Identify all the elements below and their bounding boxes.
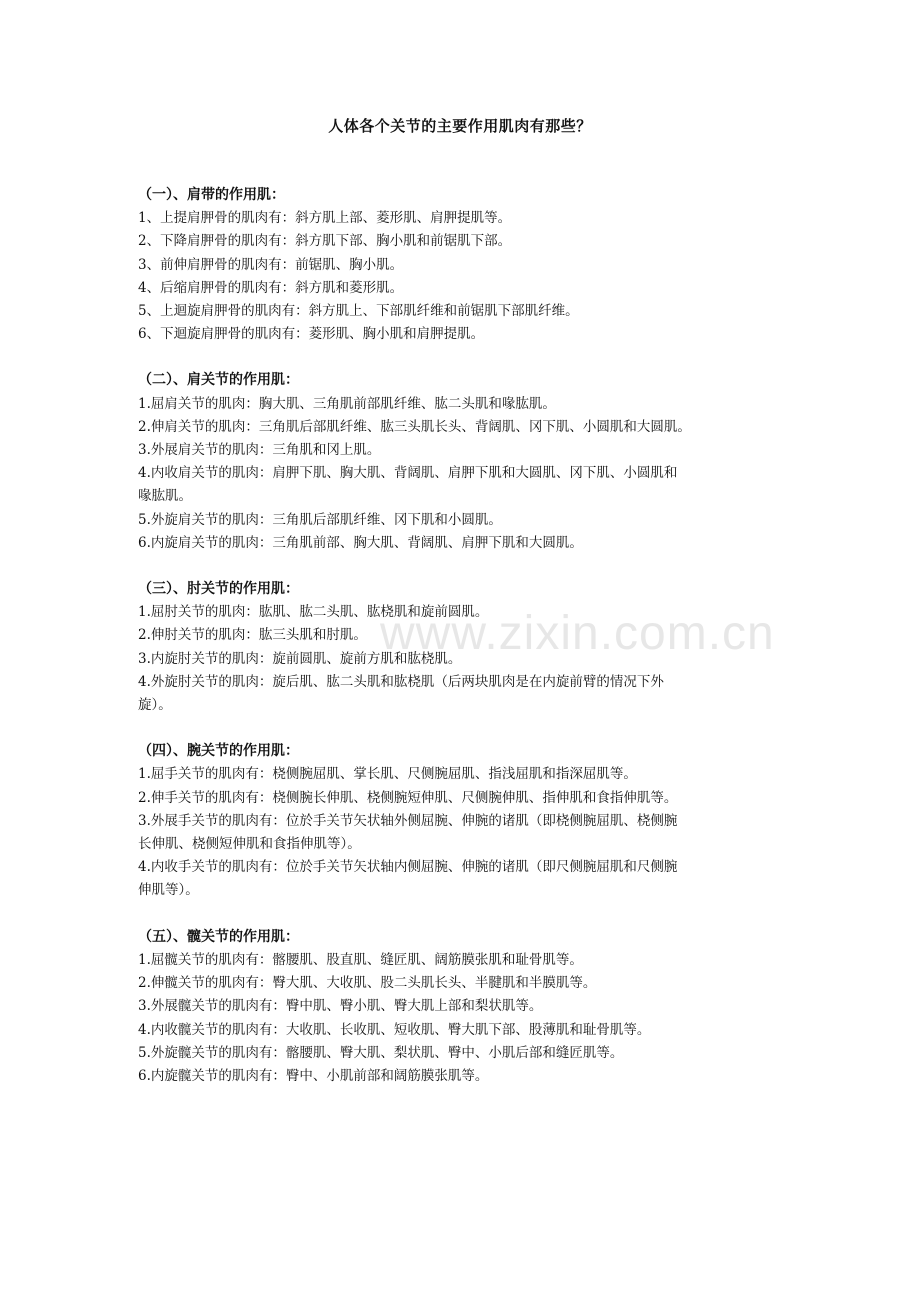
text-line: 6、下迴旋肩胛骨的肌肉有：菱形肌、胸小肌和肩胛提肌。 [138,326,485,343]
section-heading: （一）、肩带的作用肌： [138,187,285,203]
document-body [138,184,793,1111]
section-shoulder-girdle [138,184,793,346]
watermark: www.zixin.com.cn [380,607,775,660]
section-heading: （二）、肩关节的作用肌： [138,372,299,389]
text-line: 1、上提肩胛骨的肌肉有：斜方肌上部、菱形肌、肩胛提肌等。 [138,210,512,227]
text-line: 2.伸肘关节的肌肉：肱三头肌和肘肌。 [138,627,367,644]
text-line: 旋）。 [138,697,172,714]
text-line: 4.内收髋关节的肌肉有：大收肌、长收肌、短收肌、臀大肌下部、股薄肌和耻骨肌等。 [138,1021,651,1038]
text-line: 1.屈手关节的肌肉有：桡侧腕屈肌、掌长肌、尺侧腕屈肌、指浅屈肌和指深屈肌等。 [138,766,637,783]
text-line: 3.内旋肘关节的肌肉：旋前圆肌、旋前方肌和肱桡肌。 [138,650,462,667]
text-line: 5、上迴旋肩胛骨的肌肉有：斜方肌上、下部肌纤维和前锯肌下部肌纤维。 [138,303,579,320]
text-line: 6.内旋髋关节的肌肉有：臀中、小肌前部和阔筋膜张肌等。 [138,1067,489,1084]
section-heading: （四）、腕关节的作用肌： [138,743,299,760]
text-line: 4.内收肩关节的肌肉：肩胛下肌、胸大肌、背阔肌、肩胛下肌和大圆肌、冈下肌、小圆肌和 [138,465,678,482]
text-line: 3.外展髋关节的肌肉有：臀中肌、臀小肌、臀大肌上部和梨状肌等。 [138,998,543,1015]
text-line: 1.屈肩关节的肌肉：胸大肌、三角肌前部肌纤维、肱二头肌和喙肱肌。 [138,395,556,412]
text-line: 3.外展手关节的肌肉有：位於手关节矢状轴外侧屈腕、伸腕的诸肌（即桡侧腕屈肌、桡侧腕 [138,812,678,829]
text-line: 6.内旋肩关节的肌肉：三角肌前部、胸大肌、背阔肌、肩胛下肌和大圆肌。 [138,534,583,551]
text-line: 3、前伸肩胛骨的肌肉有：前锯肌、胸小肌。 [138,256,404,273]
text-line: 2.伸手关节的肌肉有：桡侧腕长伸肌、桡侧腕短伸肌、尺侧腕伸肌、指伸肌和食指伸肌等。 [138,789,678,806]
section-heading: （五）、髋关节的作用肌： [138,928,299,945]
text-line: 2.伸髋关节的肌肉有：臀大肌、大收肌、股二头肌长头、半腱肌和半膜肌等。 [138,975,597,992]
text-line: 4.外旋肘关节的肌肉：旋后肌、肱二头肌和肱桡肌（后两块肌肉是在内旋前臂的情况下外 [138,673,664,690]
text-line: 5.外旋肩关节的肌肉：三角肌后部肌纤维、冈下肌和小圆肌。 [138,511,502,528]
text-line: 4.内收手关节的肌肉有：位於手关节矢状轴内侧屈腕、伸腕的诸肌（即尺侧腕屈肌和尺侧腕 [138,859,678,876]
text-line: 伸肌等）。 [138,882,199,899]
section-heading: （三）、肘关节的作用肌： [138,581,299,598]
text-line: 1.屈髋关节的肌肉有：髂腰肌、股直肌、缝匠肌、阔筋膜张肌和耻骨肌等。 [138,951,583,968]
section-hip-joint [138,926,793,1088]
text-line: 4、后缩肩胛骨的肌肉有：斜方肌和菱形肌。 [138,279,404,296]
section-elbow-joint [138,578,793,717]
section-shoulder-joint [138,369,793,555]
text-line: 3.外展肩关节的肌肉：三角肌和冈上肌。 [138,442,381,459]
text-line: 长伸肌、桡侧短伸肌和食指伸肌等）。 [138,836,361,853]
section-wrist-joint [138,740,793,902]
document-title: 人体各个关节的主要作用肌肉有那些？ [328,117,592,135]
text-line: 2、下降肩胛骨的肌肉有：斜方肌下部、胸小肌和前锯肌下部。 [138,233,512,250]
text-line: 1.屈肘关节的肌肉：肱肌、肱二头肌、肱桡肌和旋前圆肌。 [138,604,489,621]
text-line: 喙肱肌。 [138,488,192,505]
text-line: 2.伸肩关节的肌肉：三角肌后部肌纤维、肱三头肌长头、背阔肌、冈下肌、小圆肌和大圆肌。 [138,418,691,435]
text-line: 5.外旋髋关节的肌肉有：髂腰肌、臀大肌、梨状肌、臀中、小肌后部和缝匠肌等。 [138,1044,624,1061]
